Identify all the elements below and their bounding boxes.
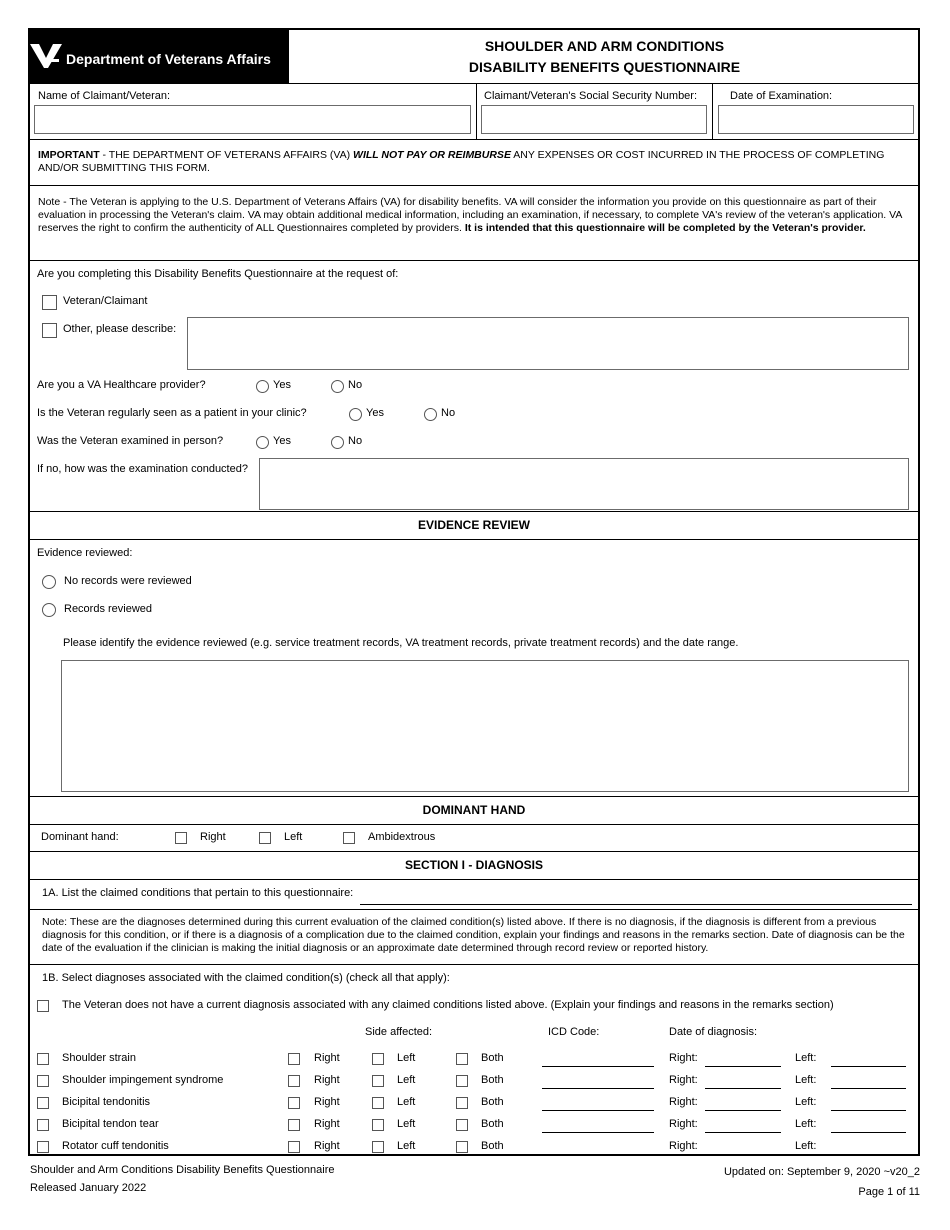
date-left-field[interactable] — [831, 1066, 906, 1067]
diagnosis-checkbox[interactable] — [37, 1119, 49, 1131]
side-both-checkbox[interactable] — [456, 1097, 468, 1109]
left-label: Left — [397, 1052, 416, 1064]
side-left-checkbox[interactable] — [372, 1053, 384, 1065]
divider — [28, 909, 920, 910]
date-right-field[interactable] — [705, 1066, 781, 1067]
date-left-field[interactable] — [831, 1110, 906, 1111]
right-label: Right — [200, 831, 226, 843]
claimant-name-field[interactable] — [34, 105, 471, 134]
agency-name: Department of Veterans Affairs — [66, 51, 271, 67]
date-left-label: Left: — [795, 1140, 817, 1152]
other-label: Other, please describe: — [63, 323, 177, 335]
icd-code-field[interactable] — [542, 1088, 654, 1089]
regular-yes-radio[interactable] — [349, 408, 362, 421]
form-title — [289, 36, 920, 78]
ssn-field[interactable] — [481, 105, 707, 134]
right-label: Right — [314, 1096, 340, 1108]
title-line-1: SHOULDER AND ARM CONDITIONS — [484, 38, 725, 54]
important-notice: IMPORTANT - THE DEPARTMENT OF VETERANS AFFAIRS (VA) WILL NOT PAY OR REIMBURSE ANY EXPENSES OR COST INCURRED IN THE PROCESS OF COMPLETING AND/OR SUBMITTING THIS FORM. — [38, 149, 885, 174]
divider — [28, 185, 920, 186]
exam-date-label: Date of Examination: — [730, 90, 833, 102]
both-label: Both — [481, 1140, 504, 1152]
healthcare-no-radio[interactable] — [331, 380, 344, 393]
footer-page-number: Page 1 of 11 — [858, 1186, 920, 1198]
yes-label: Yes — [273, 435, 291, 447]
right-label: Right — [314, 1140, 340, 1152]
no-diagnosis-label: The Veteran does not have a current diagnosis associated with any claimed conditions listed above. (Explain your findings and reasons in the remarks section) — [62, 999, 834, 1011]
left-label: Left — [397, 1118, 416, 1130]
date-left-field[interactable] — [831, 1154, 906, 1155]
both-label: Both — [481, 1096, 504, 1108]
date-left-label: Left: — [795, 1074, 817, 1086]
date-right-field[interactable] — [705, 1154, 781, 1155]
side-both-checkbox[interactable] — [456, 1075, 468, 1087]
diagnosis-name: Rotator cuff tendonitis — [62, 1140, 169, 1152]
date-left-label: Left: — [795, 1096, 817, 1108]
divider — [28, 511, 920, 512]
dominant-right-checkbox[interactable] — [175, 832, 187, 844]
date-of-diagnosis-header: Date of diagnosis: — [669, 1026, 758, 1038]
evidence-description-field[interactable] — [61, 660, 909, 792]
footer-released: Released January 2022 — [30, 1182, 147, 1194]
ambidextrous-label: Ambidextrous — [368, 831, 436, 843]
divider — [28, 824, 920, 825]
diagnosis-section-heading: SECTION I - DIAGNOSIS — [404, 858, 543, 872]
diagnosis-name: Bicipital tendon tear — [62, 1118, 159, 1130]
in-person-question: Was the Veteran examined in person? — [37, 435, 224, 447]
icd-code-field[interactable] — [542, 1132, 654, 1133]
veteran-claimant-label: Veteran/Claimant — [63, 295, 148, 307]
left-label: Left — [284, 831, 303, 843]
exam-method-field[interactable] — [259, 458, 909, 510]
provider-note: Note - The Veteran is applying to the U.S. Department of Veterans Affairs (VA) for disability benefits. VA will consider the information you provide on this questionnaire as part of their evaluation in processing the Veteran's claim. VA may obtain additional medical information, including an examination, if necessary, to complete VA's review of the veteran's application. VA reserves the right to confirm the authenticity of ALL Questionnaires completed by providers. It is intended that this questionnaire will be completed by the Veteran's provider. — [38, 196, 902, 234]
right-label: Right — [314, 1118, 340, 1130]
date-right-label: Right: — [669, 1074, 698, 1086]
divider — [28, 796, 920, 797]
date-right-label: Right: — [669, 1140, 698, 1152]
footer-updated: Updated on: September 9, 2020 ~v20_2 — [723, 1166, 920, 1178]
side-both-checkbox[interactable] — [456, 1053, 468, 1065]
side-right-checkbox[interactable] — [288, 1141, 300, 1153]
divider — [28, 260, 920, 261]
regular-no-radio[interactable] — [424, 408, 437, 421]
divider — [28, 539, 920, 540]
date-left-field[interactable] — [831, 1132, 906, 1133]
no-records-label: No records were reviewed — [64, 575, 192, 587]
right-label: Right — [314, 1052, 340, 1064]
footer-form-name: Shoulder and Arm Conditions Disability Benefits Questionnaire — [30, 1164, 335, 1176]
diagnosis-name: Shoulder strain — [62, 1052, 136, 1064]
no-records-radio[interactable] — [42, 575, 56, 589]
va-logo-banner — [28, 28, 289, 83]
side-left-checkbox[interactable] — [372, 1075, 384, 1087]
no-label: No — [348, 435, 363, 447]
left-label: Left — [397, 1074, 416, 1086]
va-seal-icon — [30, 42, 62, 70]
side-right-checkbox[interactable] — [288, 1097, 300, 1109]
icd-code-field[interactable] — [542, 1066, 654, 1067]
icd-code-header: ICD Code: — [548, 1026, 600, 1038]
diagnosis-checkbox[interactable] — [37, 1141, 49, 1153]
no-diagnosis-checkbox[interactable] — [37, 1000, 49, 1012]
no-label: No — [441, 407, 456, 419]
date-left-field[interactable] — [831, 1088, 906, 1089]
ssn-label: Claimant/Veteran's Social Security Number: — [484, 90, 698, 102]
side-left-checkbox[interactable] — [372, 1141, 384, 1153]
date-left-label: Left: — [795, 1052, 817, 1064]
both-label: Both — [481, 1074, 504, 1086]
claimant-name-label: Name of Claimant/Veteran: — [38, 90, 171, 102]
date-right-label: Right: — [669, 1052, 698, 1064]
side-both-checkbox[interactable] — [456, 1119, 468, 1131]
divider — [28, 83, 920, 84]
left-label: Left — [397, 1096, 416, 1108]
divider — [28, 879, 920, 880]
healthcare-question: Are you a VA Healthcare provider? — [37, 379, 206, 391]
date-left-label: Left: — [795, 1118, 817, 1130]
claimed-conditions-label: 1A. List the claimed conditions that pertain to this questionnaire: — [42, 887, 354, 899]
other-checkbox[interactable] — [42, 323, 57, 338]
right-label: Right — [314, 1074, 340, 1086]
divider — [28, 851, 920, 852]
side-right-checkbox[interactable] — [288, 1075, 300, 1087]
divider — [712, 84, 713, 139]
request-question: Are you completing this Disability Benefits Questionnaire at the request of: — [37, 268, 399, 280]
records-reviewed-label: Records reviewed — [64, 603, 153, 615]
dominant-left-checkbox[interactable] — [259, 832, 271, 844]
exam-date-field[interactable] — [718, 105, 914, 134]
divider — [28, 964, 920, 965]
divider — [28, 139, 920, 140]
date-right-field[interactable] — [705, 1088, 781, 1089]
date-right-field[interactable] — [705, 1110, 781, 1111]
other-describe-field[interactable] — [187, 317, 909, 370]
dominant-hand-label: Dominant hand: — [41, 831, 119, 843]
diagnosis-note: Note: These are the diagnoses determined during this current evaluation of the claimed condition(s) listed above. If there is no diagnosis, if the diagnosis is different from a previous diagnosis for this condition, or if there is a diagnosis of a complication due to the claimed condition, explain your findings and reasons in the remarks section. Date of diagnosis can be the date of the evaluation if the clinician is making the initial diagnosis or an approximate date determined through record review or reported history. — [42, 916, 905, 954]
healthcare-yes-radio[interactable] — [256, 380, 269, 393]
in-person-yes-radio[interactable] — [256, 436, 269, 449]
icd-code-field[interactable] — [542, 1154, 654, 1155]
side-right-checkbox[interactable] — [288, 1119, 300, 1131]
diagnosis-checkbox[interactable] — [37, 1053, 49, 1065]
date-right-field[interactable] — [705, 1132, 781, 1133]
veteran-claimant-checkbox[interactable] — [42, 295, 57, 310]
divider — [476, 84, 477, 139]
title-line-2: DISABILITY BENEFITS QUESTIONNAIRE — [468, 59, 741, 75]
evidence-review-heading: EVIDENCE REVIEW — [417, 518, 531, 532]
date-right-label: Right: — [669, 1118, 698, 1130]
dominant-hand-heading: DOMINANT HAND — [422, 803, 526, 817]
left-label: Left — [397, 1140, 416, 1152]
side-both-checkbox[interactable] — [456, 1141, 468, 1153]
side-right-checkbox[interactable] — [288, 1053, 300, 1065]
diagnosis-checkbox[interactable] — [37, 1097, 49, 1109]
records-reviewed-radio[interactable] — [42, 603, 56, 617]
both-label: Both — [481, 1052, 504, 1064]
exam-method-question: If no, how was the examination conducted? — [37, 463, 248, 475]
yes-label: Yes — [273, 379, 291, 391]
yes-label: Yes — [366, 407, 384, 419]
evidence-label: Evidence reviewed: — [37, 547, 133, 559]
diagnosis-name: Bicipital tendonitis — [62, 1096, 151, 1108]
side-left-checkbox[interactable] — [372, 1097, 384, 1109]
dominant-ambidextrous-checkbox[interactable] — [343, 832, 355, 844]
icd-code-field[interactable] — [542, 1110, 654, 1111]
date-right-label: Right: — [669, 1096, 698, 1108]
evidence-identify-label: Please identify the evidence reviewed (e.g. service treatment records, VA treatment records, private treatment records) and the date range. — [63, 637, 739, 649]
in-person-no-radio[interactable] — [331, 436, 344, 449]
no-label: No — [348, 379, 363, 391]
side-left-checkbox[interactable] — [372, 1119, 384, 1131]
diagnosis-name: Shoulder impingement syndrome — [62, 1074, 224, 1086]
claimed-conditions-field[interactable] — [360, 904, 912, 905]
regular-patient-question: Is the Veteran regularly seen as a patient in your clinic? — [37, 407, 307, 419]
side-affected-header: Side affected: — [365, 1026, 433, 1038]
select-diagnoses-label: 1B. Select diagnoses associated with the claimed condition(s) (check all that apply): — [42, 972, 450, 984]
diagnosis-checkbox[interactable] — [37, 1075, 49, 1087]
both-label: Both — [481, 1118, 504, 1130]
